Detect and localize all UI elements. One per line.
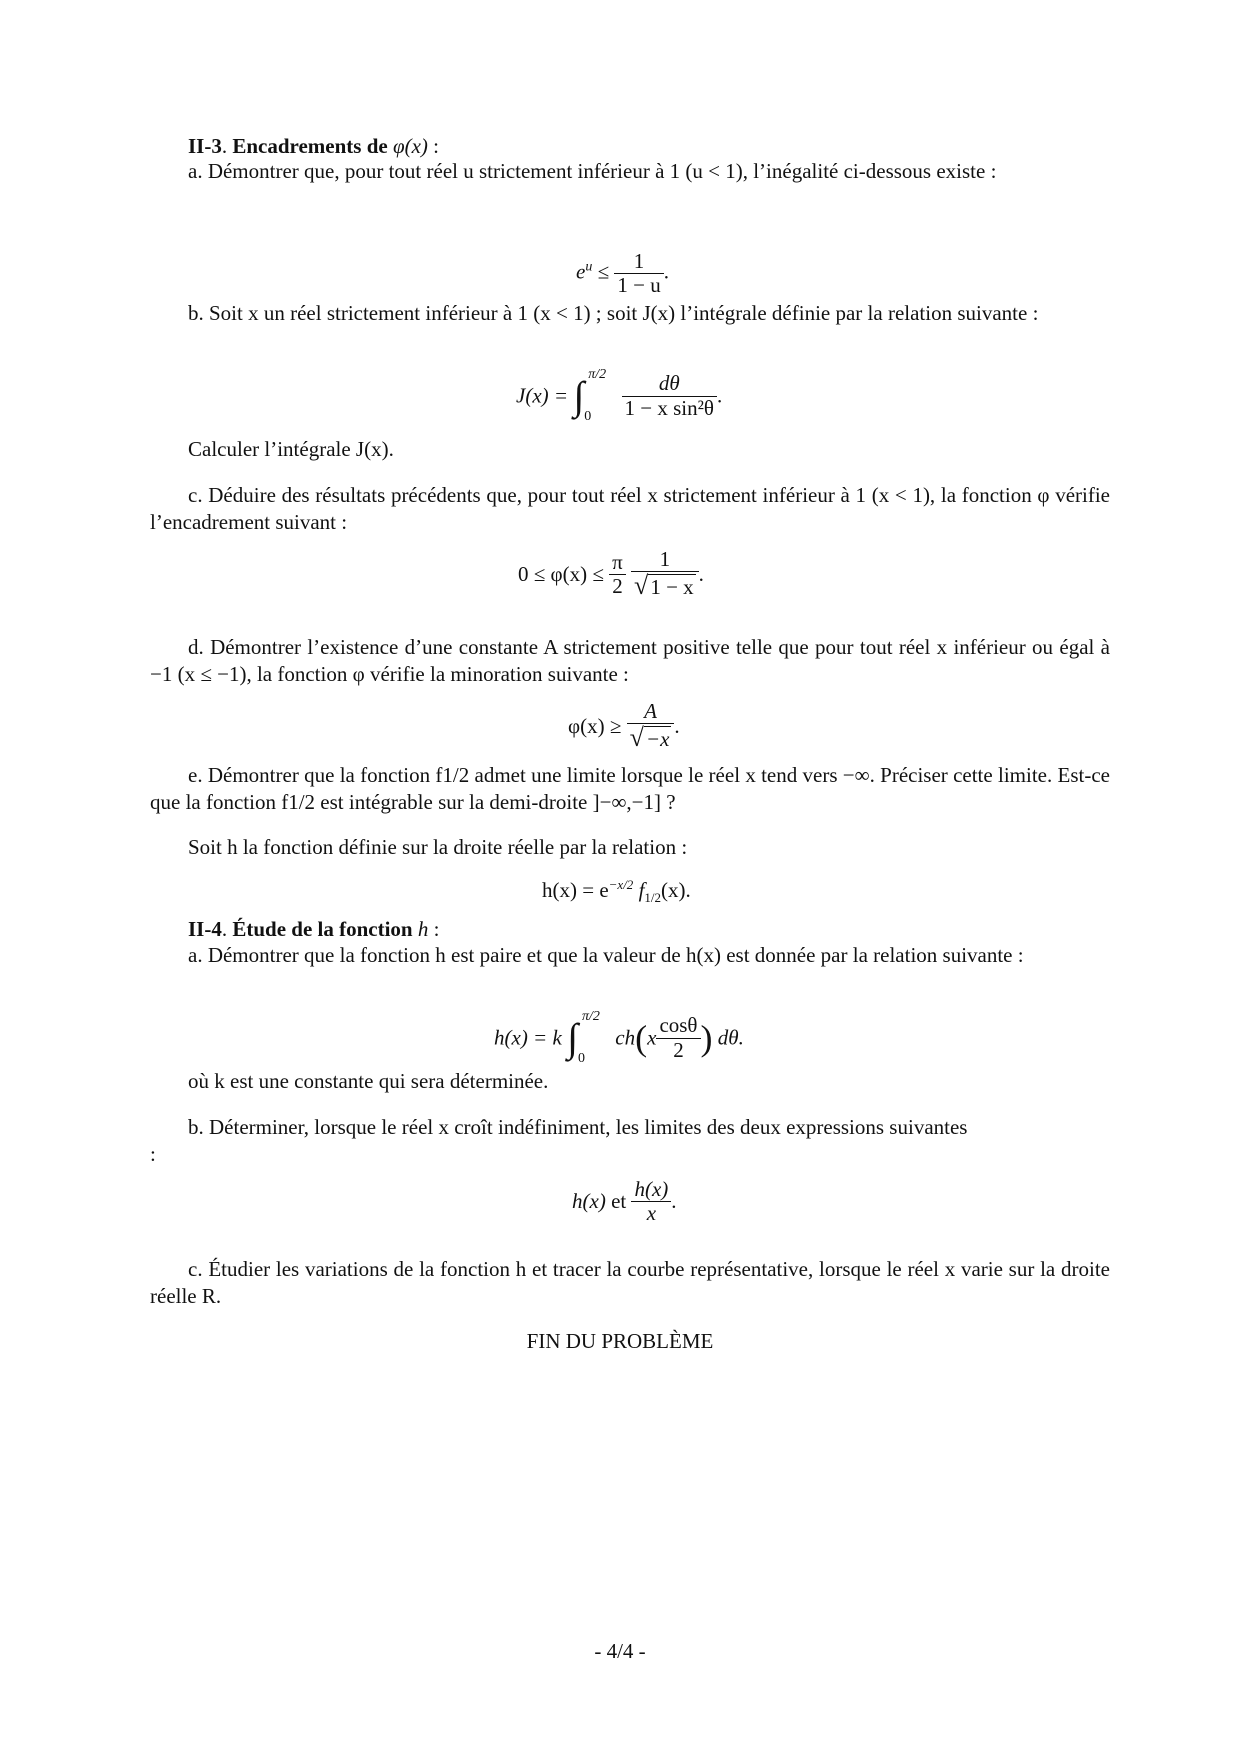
sqrt-sign: √ bbox=[629, 723, 644, 753]
section-title: Encadrements de bbox=[232, 134, 388, 158]
end-of-problem: FIN DU PROBLÈME bbox=[526, 1329, 714, 1353]
section-title: Étude de la fonction bbox=[232, 917, 413, 941]
fraction: $\frac{1}{1 - u}$ bbox=[614, 250, 663, 297]
paragraph-ii-3-a: a. Démontrer que, pour tout réel u strictement inférieur à 1 (u < 1), l’inégalité ci-dessous existe : bbox=[188, 159, 997, 183]
page-number: - 4/4 - bbox=[594, 1639, 646, 1663]
fraction: $\frac{h(x)}{x}$ bbox=[631, 1178, 671, 1225]
paragraph-h-definition: Soit h la fonction définie sur la droite réelle par la relation : bbox=[188, 835, 688, 859]
paragraph-ii-3-d: d. Démontrer l’existence d’une constante A strictement positive telle que pour tout réel x inférieur ou égal à −1 (x ≤ −1), la fonction φ vérifie la minoration suivante : bbox=[150, 635, 1110, 686]
section-symbol: φ(x) bbox=[392, 134, 428, 158]
section-heading-ii-4: II-4. Étude de la fonction h : bbox=[188, 917, 440, 941]
paragraph-constant-k: où k est une constante qui sera déterminée. bbox=[188, 1069, 549, 1093]
paragraph-ii-3-c: c. Déduire des résultats précédents que, pour tout réel x strictement inférieur à 1 (x < 1), la fonction φ vérifie l’encadrement suivant : bbox=[150, 483, 1110, 534]
fraction: $\frac{\cos\theta}{2}$ bbox=[656, 1014, 700, 1061]
section-number: II-4 bbox=[188, 917, 222, 941]
fraction: $\frac{d\theta}{\text{1 − x sin²θ}}$ bbox=[622, 372, 717, 419]
equation-integral-j: J(x) = ∫ π/2 0 $\frac{d\theta}{\text{1 − x sin²θ}}$ . bbox=[516, 367, 723, 424]
paragraph-ii-3-b: b. Soit x un réel strictement inférieur à 1 (x < 1) ; soit J(x) l’intégrale définie par la relation suivante : bbox=[188, 301, 1039, 325]
integral-sign: ∫ bbox=[573, 373, 585, 418]
section-heading-ii-3: II-3. Encadrements de φ(x) : bbox=[188, 134, 439, 158]
paragraph-calculer: Calculer l’intégrale J(x). bbox=[188, 437, 394, 461]
fraction-pi-half: $\frac{\pi}{2}$ bbox=[609, 551, 626, 598]
integral-sign: ∫ bbox=[567, 1015, 579, 1060]
fraction-sqrt: $\frac{1}{√1 - x}$ bbox=[631, 548, 699, 601]
equation-h-integral: h(x) = k ∫ π/2 0 ch(x $\frac{\cos\theta}{2}$ ) dθ. bbox=[494, 1009, 744, 1066]
section-number: II-3 bbox=[188, 134, 222, 158]
equation-phi-minoration: φ(x) ≥ $\frac{A}{√-x}$ . bbox=[568, 699, 680, 753]
equation-h-definition: $h(x) = e^{-x/2}$ $f_{1/2}(x)$. bbox=[542, 877, 691, 906]
paragraph-ii-4-c: c. Étudier les variations de la fonction h et tracer la courbe représentative, lorsque le réel x varie sur la droite réelle R. bbox=[150, 1257, 1110, 1308]
paragraph-ii-4-a: a. Démontrer que la fonction h est paire et que la valeur de h(x) est donnée par la relation suivante : bbox=[188, 943, 1024, 967]
equation-phi-bounds: 0 ≤ φ(x) ≤ $\frac{\pi}{2}$ $\frac{1}{√1 - x}$ . bbox=[518, 547, 704, 601]
equation-exp-inequality: $e^u$ ≤ $\frac{1}{1 - u}$ . bbox=[576, 249, 669, 298]
paragraph-ii-3-e: e. Démontrer que la fonction f1/2 admet une limite lorsque le réel x tend vers −∞. Préciser cette limite. Est-ce que la fonction f1/2 est intégrable sur la demi-droite ]−∞,−1] ? bbox=[150, 763, 1110, 814]
paragraph-ii-4-b: b. Déterminer, lorsque le réel x croît indéfiniment, les limites des deux expressions suivantes bbox=[188, 1115, 968, 1139]
paragraph-ii-4-b-colon: : bbox=[150, 1142, 156, 1166]
equation-h-limits: h(x) et $\frac{h(x)}{x}$ . bbox=[572, 1177, 677, 1226]
fraction: $\frac{A}{√-x}$ bbox=[627, 700, 675, 753]
sqrt-sign: √ bbox=[634, 571, 649, 601]
